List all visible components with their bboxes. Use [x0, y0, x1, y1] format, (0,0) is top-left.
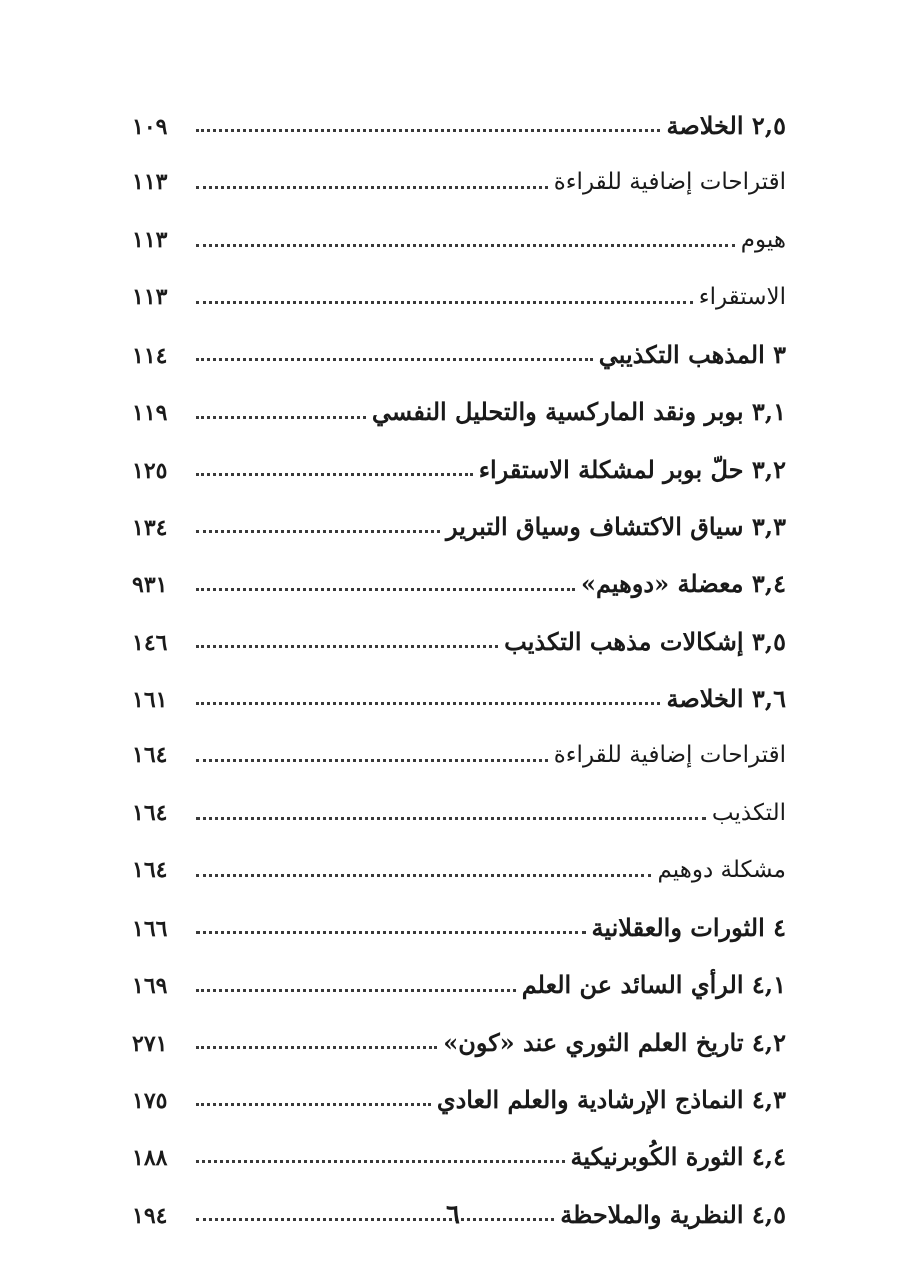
- dot-leader: [196, 588, 575, 591]
- toc-entry-title: ٣,٢ حلّ بوبر لمشكلة الاستقراء: [478, 454, 786, 484]
- dot-leader: [196, 186, 548, 189]
- toc-entry-page: ١٨٨: [132, 1145, 168, 1172]
- dot-leader: [196, 702, 660, 705]
- toc-entry-page: ٩٣١: [132, 572, 168, 599]
- toc-entry-page: ١٠٩: [132, 114, 168, 140]
- toc-entry: [132, 555, 786, 612]
- toc-entry-page: ١٦١: [132, 686, 168, 713]
- toc-entry: [132, 326, 786, 383]
- toc-entry-page: ٢٧١: [132, 1030, 168, 1057]
- dot-leader: [196, 1103, 431, 1106]
- toc-entry-title: ٣,٥ إشكالات مذهب التكذيب: [504, 626, 786, 656]
- toc-entry-page: ١٧٥: [132, 1088, 168, 1115]
- dot-leader: [196, 416, 366, 419]
- dot-leader: [196, 129, 660, 132]
- toc-entry-page: ١٦٤: [132, 742, 168, 769]
- toc-entry-page: ١٦٩: [132, 973, 168, 1000]
- toc-entry-page: ١٤٦: [132, 629, 168, 656]
- toc-entry-page: ١٣٤: [132, 515, 168, 542]
- toc-entry: [132, 212, 786, 269]
- dot-leader: [196, 645, 498, 648]
- toc-entry: [132, 785, 786, 842]
- toc-entry: [132, 899, 786, 956]
- toc-entry-title: ٤ الثورات والعقلانية: [591, 913, 786, 943]
- table-of-contents: [132, 97, 786, 1243]
- toc-entry: [132, 154, 786, 211]
- dot-leader: [196, 759, 548, 762]
- toc-entry-page: ١١٣: [132, 283, 168, 310]
- toc-entry-page: ١١٣: [132, 169, 168, 196]
- dot-leader: [196, 530, 440, 533]
- toc-entry: [132, 956, 786, 1013]
- toc-entry-title: ٣,٣ سياق الاكتشاف وسياق التبرير: [446, 512, 786, 542]
- toc-entry: [132, 441, 786, 498]
- dot-leader: [196, 989, 516, 992]
- toc-entry: [132, 97, 786, 154]
- toc-entry-page: ١٩٤: [132, 1202, 168, 1229]
- dot-leader: [196, 244, 735, 247]
- toc-entry-page: ١٦٤: [132, 799, 168, 826]
- toc-entry: [132, 670, 786, 727]
- toc-entry-title: اقتراحات إضافية للقراءة: [553, 169, 786, 196]
- toc-entry-page: ١٢٥: [132, 457, 168, 484]
- dot-leader: [196, 874, 651, 877]
- toc-entry: [132, 269, 786, 326]
- toc-entry-title: ٤,٥ النظرية والملاحظة: [560, 1199, 786, 1229]
- toc-entry-title: اقتراحات إضافية للقراءة: [553, 742, 786, 769]
- toc-entry: [132, 1014, 786, 1071]
- dot-leader: [196, 1160, 565, 1163]
- toc-entry-page: ١١٩: [132, 400, 168, 427]
- toc-entry-title: ٤,٢ تاريخ العلم الثوري عند «كون»: [443, 1027, 786, 1057]
- toc-entry-page: ١١٣: [132, 226, 168, 253]
- dot-leader: [196, 301, 693, 304]
- toc-entry-title: ٤,١ الرأي السائد عن العلم: [521, 970, 786, 1000]
- toc-entry-title: ٣,١ بوبر ونقد الماركسية والتحليل النفسي: [371, 397, 786, 427]
- dot-leader: [196, 473, 473, 476]
- toc-entry: [132, 383, 786, 440]
- toc-entry: [132, 613, 786, 670]
- dot-leader: [196, 931, 586, 934]
- toc-entry-title: ٣ المذهب التكذيبي: [598, 340, 786, 370]
- toc-entry-title: هيوم: [740, 226, 786, 253]
- dot-leader: [196, 817, 706, 820]
- toc-entry-title: مشكلة دوهيم: [657, 856, 786, 883]
- toc-entry-title: الاستقراء: [698, 283, 786, 310]
- toc-entry-title: ٣,٤ معضلة «دوهيم»: [580, 569, 786, 599]
- toc-entry: [132, 727, 786, 784]
- dot-leader: [196, 358, 593, 361]
- toc-entry-title: ٤,٣ النماذج الإرشادية والعلم العادي: [436, 1085, 786, 1115]
- toc-entry: [132, 842, 786, 899]
- toc-entry: [132, 1071, 786, 1128]
- toc-entry-page: ١٦٤: [132, 856, 168, 883]
- dot-leader: [196, 1046, 437, 1049]
- page-number-footer: ٦: [446, 1200, 460, 1230]
- toc-entry-title: ٢,٥ الخلاصة: [666, 111, 786, 140]
- toc-entry-title: التكذيب: [711, 799, 786, 826]
- toc-entry-page: ١١٤: [132, 343, 168, 370]
- toc-entry-page: ١٦٦: [132, 916, 168, 943]
- toc-entry: [132, 1128, 786, 1185]
- toc-entry-title: ٤,٤ الثورة الكُوبرنيكية: [570, 1142, 786, 1172]
- toc-entry: [132, 498, 786, 555]
- toc-entry-title: ٣,٦ الخلاصة: [666, 683, 786, 713]
